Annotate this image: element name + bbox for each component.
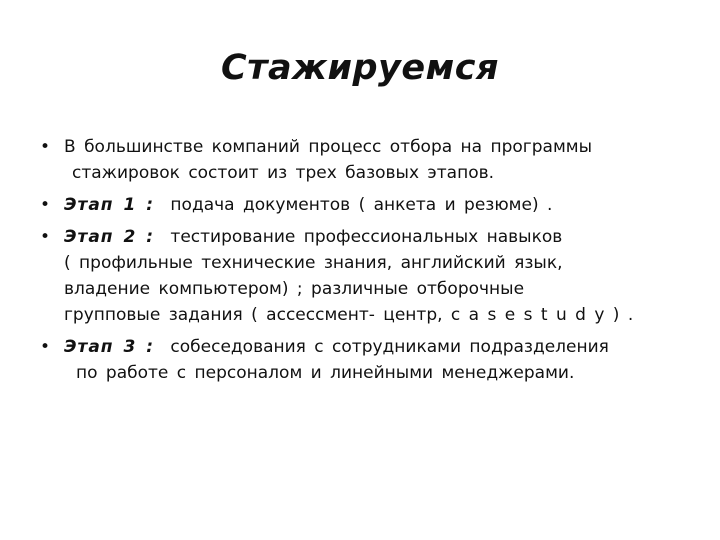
bullet-text-line bbox=[64, 224, 680, 250]
bullet-text-line: В большинстве компаний процесс отбора на программы bbox=[64, 137, 593, 157]
stage-description: собеседования с сотрудниками подразделения bbox=[170, 337, 609, 357]
bullet-dot-icon: • bbox=[40, 195, 51, 215]
stage-label: Этап 3 : bbox=[64, 337, 155, 357]
bullet-text-line: стажировок состоит из трех базовых этапов. bbox=[72, 163, 495, 183]
bullet-text-line: по работе с персоналом и линейными менеджерами. bbox=[76, 363, 575, 383]
stage-description: тестирование профессиональных навыков bbox=[170, 227, 563, 247]
stage-label: Этап 2 : bbox=[64, 227, 155, 247]
bullet-dot-icon: • bbox=[40, 337, 51, 357]
stage-label: Этап 1 : bbox=[64, 195, 155, 215]
bullet-item-intro bbox=[40, 134, 680, 186]
bullet-text-line: владение компьютером) ; различные отборочные bbox=[64, 279, 525, 299]
bullet-item-stage-2 bbox=[40, 224, 680, 328]
bullet-list bbox=[40, 134, 680, 392]
bullet-item-stage-3 bbox=[40, 334, 680, 386]
bullet-item-stage-1 bbox=[40, 192, 680, 218]
bullet-dot-icon: • bbox=[40, 227, 51, 247]
slide-title: Стажируемся bbox=[221, 48, 499, 88]
bullet-text-line bbox=[64, 334, 680, 360]
bullet-text-line bbox=[64, 192, 680, 218]
bullet-text-line: групповые задания ( ассессмент- центр, c a s e s t u d y ) . bbox=[64, 305, 634, 325]
bullet-text-line: ( профильные технические знания, английский язык, bbox=[64, 253, 563, 273]
bullet-dot-icon: • bbox=[40, 137, 51, 157]
stage-description: подача документов ( анкета и резюме) . bbox=[170, 195, 553, 215]
